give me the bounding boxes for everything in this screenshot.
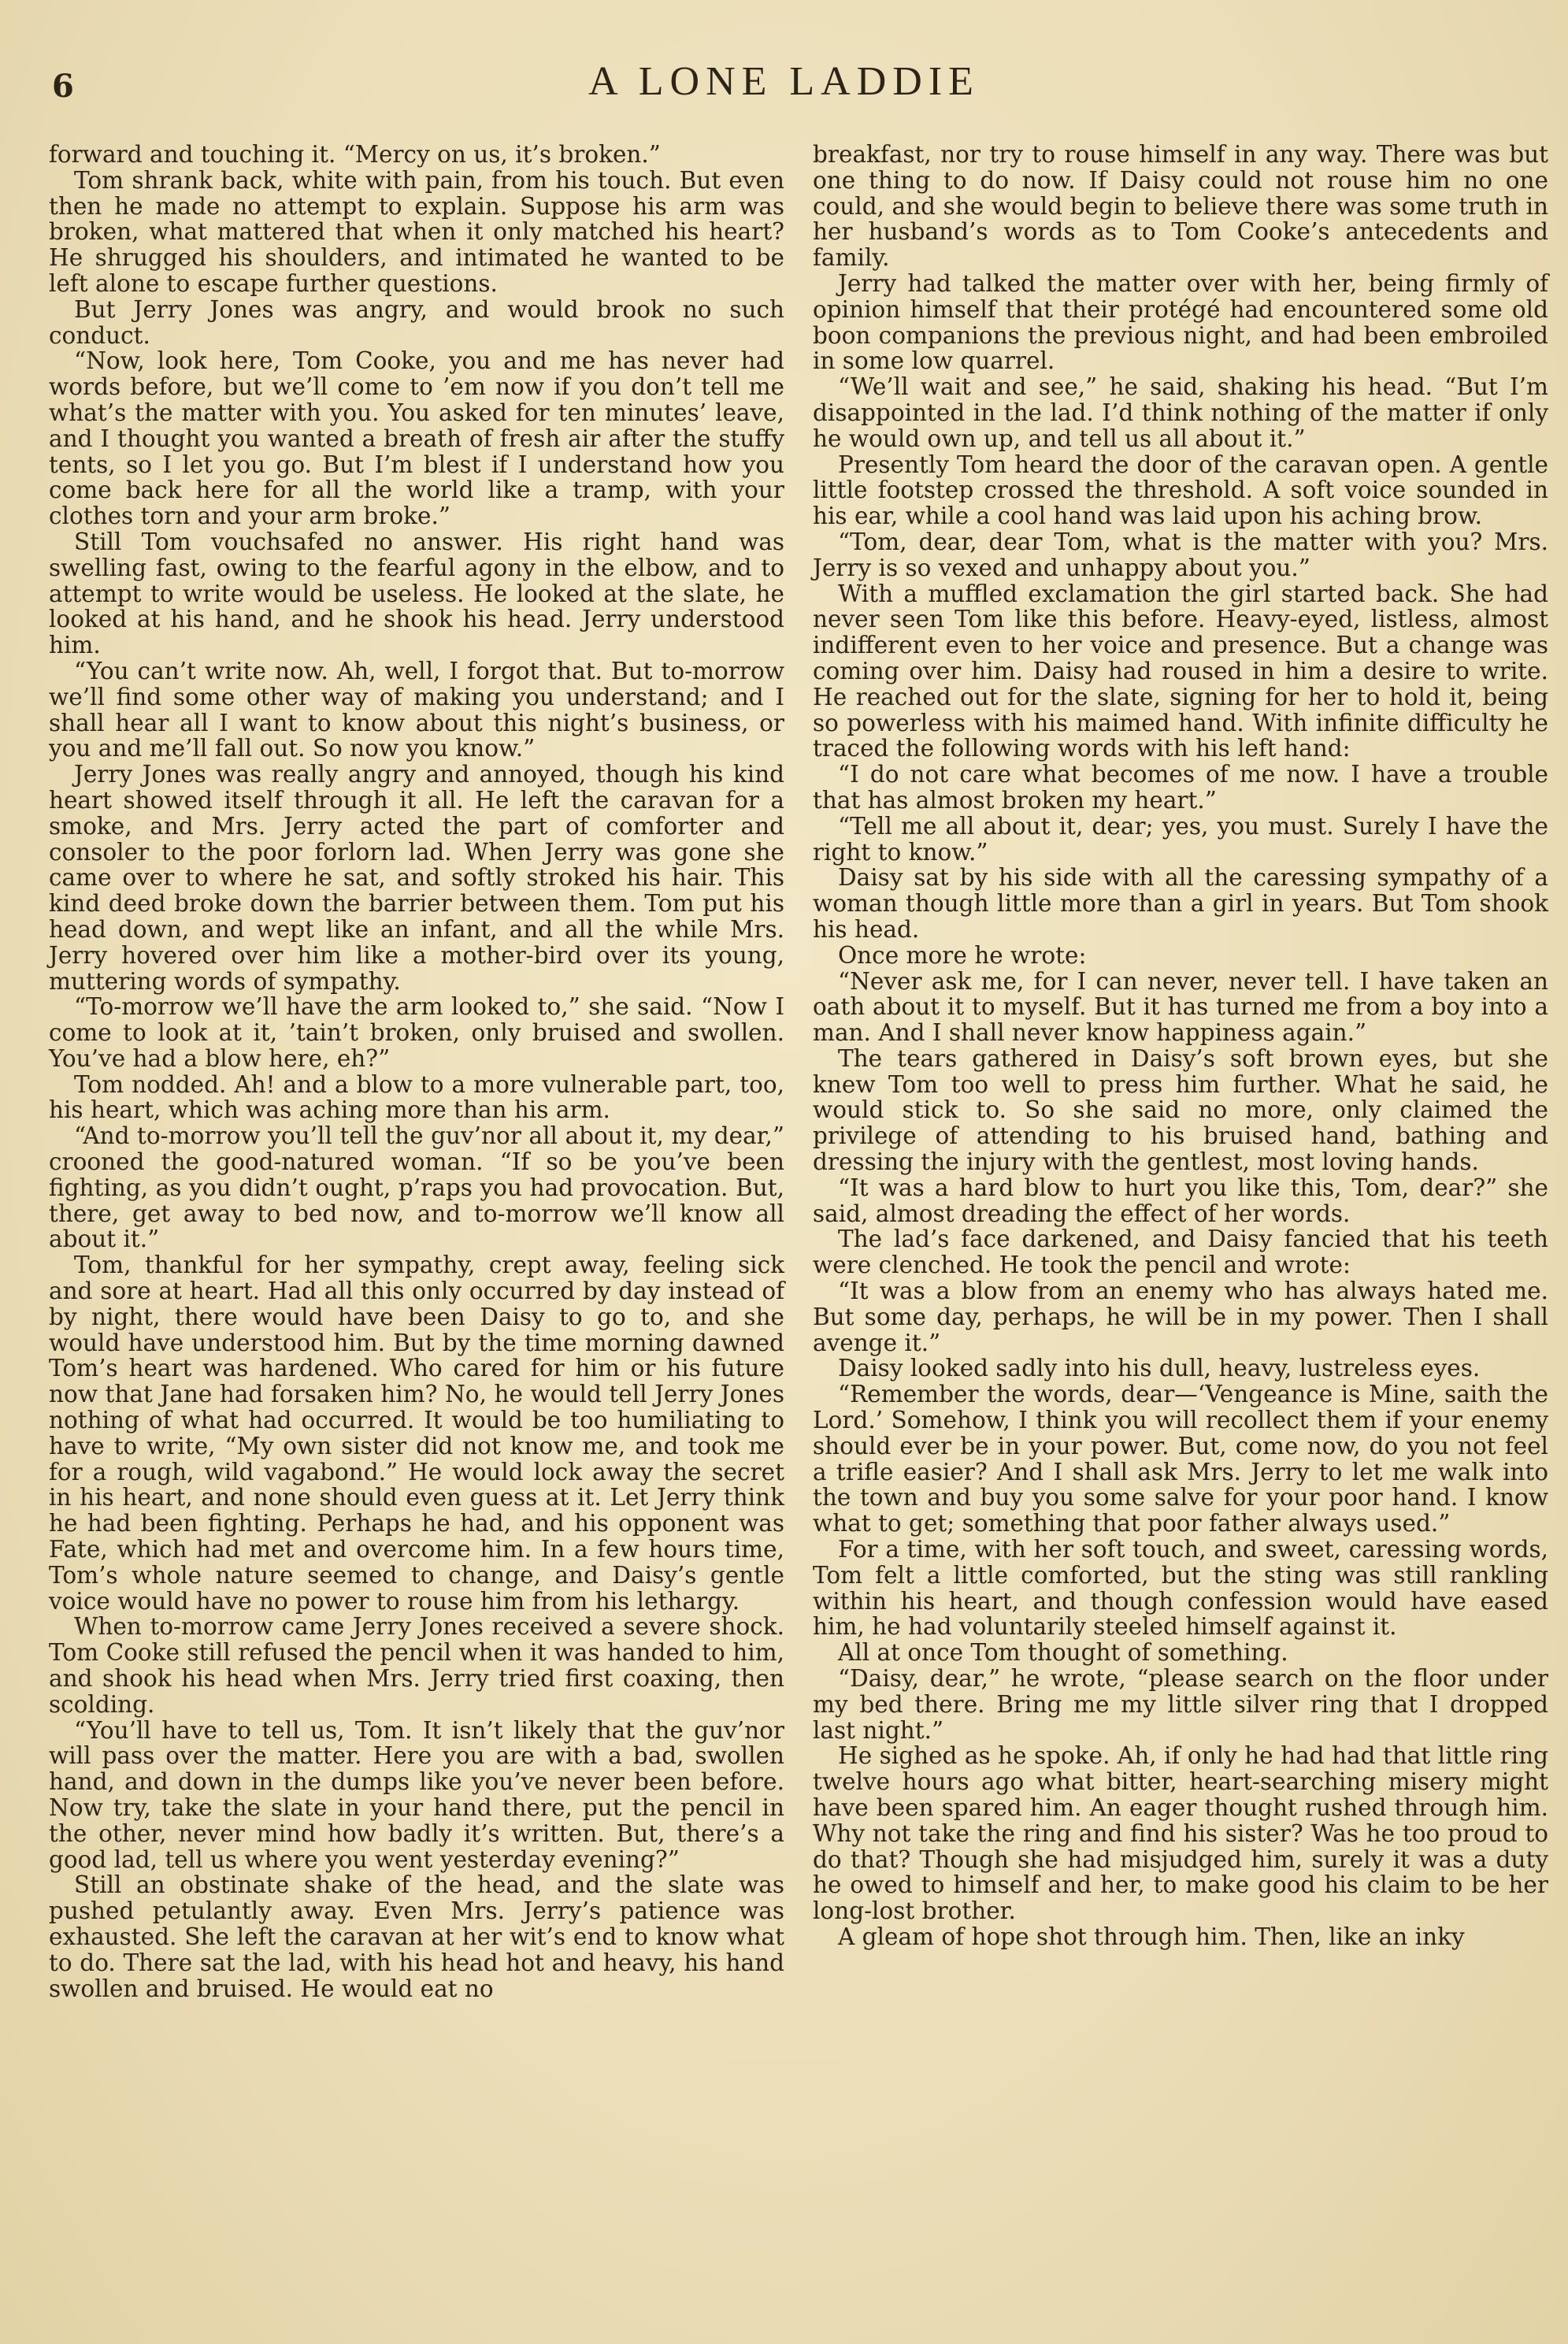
paragraph: “Never ask me, for I can never, never tell. I have taken an oath about it to myself. But it has turned me from a boy into a man. And I shall never know happiness again.”: [813, 967, 1548, 1047]
paragraph: “We’ll wait and see,” he said, shaking his head. “But I’m disappointed in the lad. I’d think nothing of the matter if only he would own up, and tell us all about it.”: [813, 373, 1548, 452]
paragraph: Tom shrank back, white with pain, from his touch. But even then he made no attempt to explain. Suppose his arm was broken, what mattered that when it only matched his heart? He shrugged his shoulders, and intimated he wanted to be left alone to escape further questions.: [49, 166, 784, 297]
paragraph: “And to-morrow you’ll tell the guv’nor all about it, my dear,” crooned the good-natured woman. “If so be you’ve been fighting, as you didn’t ought, p’raps you had provocation. But, there, get away to bed now, and to-morrow we’ll know all about it.”: [49, 1122, 784, 1253]
paragraph: But Jerry Jones was angry, and would brook no such conduct.: [49, 295, 784, 349]
paragraph: The lad’s face darkened, and Daisy fancied that his teeth were clenched. He took the pencil and wrote:: [813, 1226, 1548, 1279]
page-header: [0, 55, 1568, 118]
paragraph: “It was a blow from an enemy who has always hated me. But some day, perhaps, he will be in my power. Then I shall avenge it.”: [813, 1278, 1548, 1356]
paragraph: Jerry had talked the matter over with her, being firmly of opinion himself that their protégé had encountered some old boon companions the previous night, and had been embroiled in some low quarrel.: [813, 269, 1548, 375]
paragraph: “It was a hard blow to hurt you like this, Tom, dear?” she said, almost dreading the effect of her words.: [813, 1174, 1548, 1227]
paragraph: With a muffled exclamation the girl started back. She had never seen Tom like this before. Heavy-eyed, listless, almost indifferent even to her voice and presence. But a change was coming over him. Daisy had roused in him a desire to write. He reached out for the slate, signing for her to hold it, being so powerless with his maimed hand. With infinite difficulty he traced the following words with his left hand:: [813, 580, 1548, 762]
paragraph: “Tom, dear, dear Tom, what is the matter with you? Mrs. Jerry is so vexed and unhappy about you.”: [813, 528, 1548, 581]
left-column: [49, 142, 784, 2001]
paragraph: Tom nodded. Ah! and a blow to a more vulnerable part, too, his heart, which was aching more than his arm.: [49, 1070, 784, 1124]
paragraph: Still Tom vouchsafed no answer. His right hand was swelling fast, owing to the fearful agony in the elbow, and to attempt to write would be useless. He looked at the slate, he looked at his hand, and he shook his head. Jerry understood him.: [49, 528, 784, 659]
running-title: A LONE LADDIE: [588, 59, 980, 104]
paragraph: Once more he wrote:: [838, 941, 1087, 969]
paragraph: When to-morrow came Jerry Jones received a severe shock. Tom Cooke still refused the pencil when it was handed to him, and shook his head when Mrs. Jerry tried first coaxing, then scolding.: [49, 1613, 784, 1718]
paragraph: The tears gathered in Daisy’s soft brown eyes, but she knew Tom too well to press him further. What he said, he would stick to. So she said no more, only claimed the privilege of attending to his bruised hand, bathing and dressing the injury with the gentlest, most loving hands.: [813, 1044, 1548, 1176]
paragraph: Jerry Jones was really angry and annoyed, though his kind heart showed itself through it all. He left the caravan for a smoke, and Mrs. Jerry acted the part of comforter and consoler to the poor forlorn lad. When Jerry was gone she came over to where he sat, and softly stroked his hair. This kind deed broke down the barrier between them. Tom put his head down, and wept like an infant, and all the while Mrs. Jerry hovered over him like a mother-bird over its young, muttering words of sympathy.: [49, 761, 784, 995]
paragraph: For a time, with her soft touch, and sweet, caressing words, Tom felt a little comforted, but the sting was still rankling within his heart, and though confession would have eased him, he had voluntarily steeled himself against it.: [813, 1536, 1548, 1641]
paragraph: “Daisy, dear,” he wrote, “please search on the floor under my bed there. Bring me my little silver ring that I dropped last night.”: [813, 1665, 1548, 1744]
paragraph: breakfast, nor try to rouse himself in any way. There was but one thing to do now. If Daisy could not rouse him no one could, and she would begin to believe there was some truth in her husband’s words as to Tom Cooke’s antecedents and family.: [813, 141, 1548, 272]
right-column: [813, 142, 1548, 1950]
paragraph: He sighed as he spoke. Ah, if only he had had that little ring twelve hours ago what bitter, heart-searching misery might have been spared him. An eager thought rushed through him. Why not take the ring and find his sister? Was he too proud to do that? Though she had misjudged him, surely it was a duty he owed to himself and her, to make good his claim to be her long-lost brother.: [813, 1742, 1548, 1925]
page-number: 6: [52, 68, 74, 105]
paragraph: A gleam of hope shot through him. Then, like an inky: [838, 1923, 1465, 1950]
paragraph: “You can’t write now. Ah, well, I forgot that. But to-morrow we’ll find some other way of making you understand; and I shall hear all I want to know about this night’s business, or you and me’ll fall out. So now you know.”: [49, 657, 784, 762]
paragraph: “You’ll have to tell us, Tom. It isn’t likely that the guv’nor will pass over the matter. Here you are with a bad, swollen hand, and down in the dumps like you’ve never been before. Now try, take the slate in your hand there, put the pencil in the other, never mind how badly it’s written. But, there’s a good lad, tell us where you went yesterday evening?”: [49, 1716, 784, 1873]
paragraph: Still an obstinate shake of the head, and the slate was pushed petulantly away. Even Mrs. Jerry’s patience was exhausted. She left the caravan at her wit’s end to know what to do. There sat the lad, with his head hot and heavy, his hand swollen and bruised. He would eat no: [49, 1871, 784, 2002]
paragraph: “To-morrow we’ll have the arm looked to,” she said. “Now I come to look at it, ’tain’t broken, only bruised and swollen. You’ve had a blow here, eh?”: [49, 993, 784, 1072]
paragraph: Tom, thankful for her sympathy, crept away, feeling sick and sore at heart. Had all this only occurred by day instead of by night, there would have been Daisy to go to, and she would have understood him. But by the time morning dawned Tom’s heart was hardened. Who cared for him or his future now that Jane had forsaken him? No, he would tell Jerry Jones nothing of what had occurred. It would be too humiliating to have to write, “My own sister did not know me, and took me for a rough, wild vagabond.” He would lock away the secret in his heart, and none should even guess at it. Let Jerry think he had been fighting. Perhaps he had, and his opponent was Fate, which had met and overcome him. In a few hours time, Tom’s whole nature seemed to change, and Daisy’s gentle voice would have no power to rouse him from his lethargy.: [49, 1252, 784, 1615]
paragraph: “Now, look here, Tom Cooke, you and me has never had words before, but we’ll come to ’em now if you don’t tell me what’s the matter with you. You asked for ten minutes’ leave, and I thought you wanted a breath of fresh air after the stuffy tents, so I let you go. But I’m blest if I understand how you come back here for all the world like a tramp, with your clothes torn and your arm broke.”: [49, 347, 784, 530]
paragraph: “Remember the words, dear—‘Vengeance is Mine, saith the Lord.’ Somehow, I think you will recollect them if your enemy should ever be in your power. But, come now, do you not feel a trifle easier? And I shall ask Mrs. Jerry to let me walk into the town and buy you some salve for your poor hand. I know what to get; something that poor father always used.”: [813, 1381, 1548, 1537]
paragraph: Daisy looked sadly into his dull, heavy, lustreless eyes.: [838, 1355, 1481, 1382]
paragraph: Presently Tom heard the door of the caravan open. A gentle little footstep crossed the threshold. A soft voice sounded in his ear, while a cool hand was laid upon his aching brow.: [813, 451, 1548, 530]
paragraph: forward and touching it. “Mercy on us, it’s broken.”: [49, 141, 661, 168]
paragraph: Daisy sat by his side with all the caressing sympathy of a woman though little more than a girl in years. But Tom shook his head.: [813, 864, 1548, 943]
paragraph: “Tell me all about it, dear; yes, you must. Surely I have the right to know.”: [813, 812, 1548, 866]
paragraph: All at once Tom thought of something.: [838, 1639, 1288, 1667]
paragraph: “I do not care what becomes of me now. I have a trouble that has almost broken my heart.”: [813, 761, 1548, 814]
